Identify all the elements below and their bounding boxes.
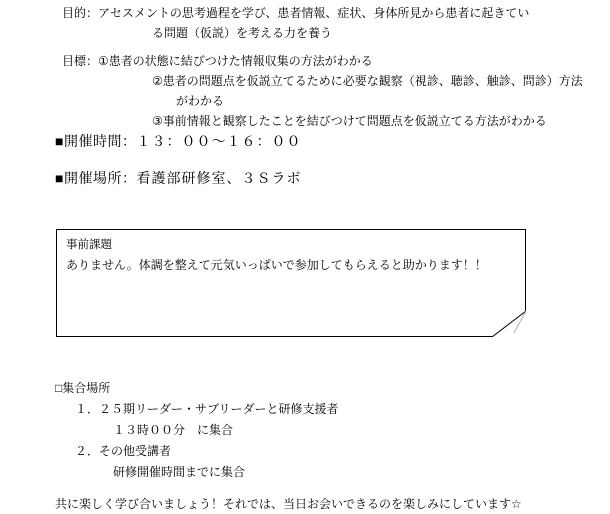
gathering-item-2-text: その他受講者 xyxy=(99,444,172,458)
gathering-item-1-number: １． xyxy=(75,402,100,416)
schedule-time-label: 開催時間： xyxy=(63,133,137,149)
goal-line-2: ②患者の問題点を仮説立てるために必要な観察（視診、聴診、触診、問診）方法 xyxy=(152,74,583,88)
purpose-line-1: アセスメントの思考過程を学び、患者情報、症状、身体所見から患者に起きてい xyxy=(98,6,530,20)
purpose-row xyxy=(0,3,610,23)
schedule-place-heading xyxy=(55,168,301,188)
goal-line-1: ①患者の状態に結びつけた情報収集の方法がわかる xyxy=(98,54,373,68)
prework-body: ありません。体調を整えて元気いっぱいで参加してもらえると助かります！！ xyxy=(66,258,487,272)
folded-corner-decoration xyxy=(492,311,526,337)
gathering-item-1-sub: １３時００分 に集合 xyxy=(113,423,234,437)
schedule-place-bullet: ■ xyxy=(55,170,64,186)
schedule-time-heading xyxy=(55,131,301,151)
gathering-title: □集合場所 xyxy=(55,381,111,395)
schedule-time-value: １３：００～１６：００ xyxy=(136,133,302,149)
gathering-item-2-number: ２． xyxy=(75,444,100,458)
prework-title: 事前課題 xyxy=(66,239,112,251)
schedule-place-label: 開催場所： xyxy=(63,170,137,186)
purpose-line-2: る問題（仮説）を考える力を養う xyxy=(152,26,333,40)
goal-row xyxy=(0,51,610,71)
goal-label: 目標： xyxy=(62,54,99,68)
gathering-item-1-text: ２５期リーダー・サブリーダーと研修支援者 xyxy=(99,402,339,416)
purpose-label: 目的： xyxy=(62,6,99,20)
gathering-item-1 xyxy=(55,399,595,420)
closing-line: 共に楽しく学び合いましょう！それでは、当日お会いできるのを楽しみにしています☆ xyxy=(55,497,522,511)
goal-line-4: ③事前情報と観察したことを結びつけて問題点を仮説立てる方法がわかる xyxy=(152,114,547,128)
schedule-time-bullet: ■ xyxy=(55,133,64,149)
schedule-place-value: 看護部研修室、３Ｓラボ xyxy=(136,170,302,186)
prework-notebox xyxy=(56,229,526,337)
gathering-item-2-sub: 研修開催時間までに集合 xyxy=(113,465,246,479)
gathering-item-2 xyxy=(55,441,595,462)
gathering-block xyxy=(55,378,595,483)
purpose-goal-block xyxy=(0,3,610,131)
goal-line-3: がわかる xyxy=(176,94,225,108)
